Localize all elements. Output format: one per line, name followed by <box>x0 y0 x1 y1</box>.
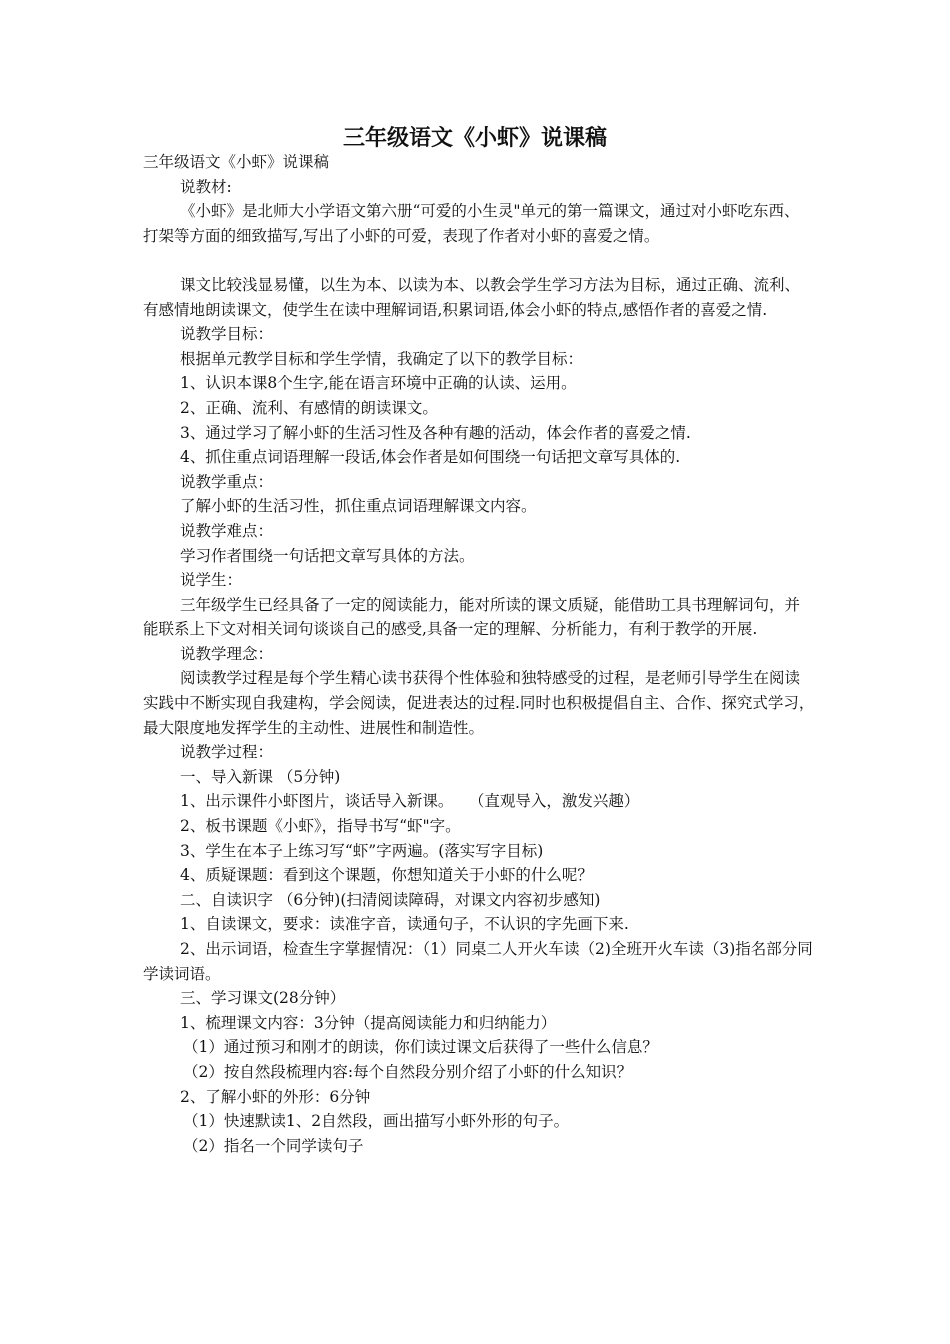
paragraph: 了解小虾的生活习性，抓住重点词语理解课文内容。 <box>180 497 537 516</box>
paragraph: 1、出示课件小虾图片，谈话导入新课。 （直观导入，激发兴趣） <box>180 792 640 811</box>
paragraph: 说教材: <box>180 177 232 196</box>
paragraph: 说学生： <box>180 571 243 590</box>
paragraph: 说教学理念： <box>180 644 274 663</box>
paragraph: 4、抓住重点词语理解一段话,体会作者是如何围绕一句话把文章写具体的. <box>180 448 681 467</box>
paragraph: 1、自读课文，要求：读准字音，读通句子，不认识的字先画下来. <box>180 915 629 934</box>
document-title: 三年级语文《小虾》说课稿 <box>342 126 607 151</box>
document-body <box>143 150 815 1158</box>
paragraph: 2、了解小虾的外形：6分钟 <box>180 1087 371 1106</box>
paragraph: 2、出示词语，检查生字掌握情况：（1）同桌二人开火车读（2)全班开火车读（3)指名部分同学读词语。 <box>143 940 813 983</box>
paragraph: 3、学生在本子上练习写“虾”字两遍。(落实写字目标) <box>180 841 544 860</box>
paragraph: （2）指名一个同学读句子 <box>183 1136 364 1155</box>
paragraph: 说教学过程： <box>180 743 274 762</box>
paragraph: 4、质疑课题：看到这个课题，你想知道关于小虾的什么呢？ <box>180 866 593 885</box>
paragraph: 三、学习课文(28分钟） <box>180 989 346 1008</box>
paragraph: 课文比较浅显易懂，以生为本、以读为本、以教会学生学习方法为目标，通过正确、流利、有感情地朗读课文，使学生在读中理解词语,积累词语,体会小虾的特点,感悟作者的喜爱之情. <box>143 275 801 319</box>
paragraph: 1、认识本课8个生字,能在语言环境中正确的认读、运用。 <box>180 374 577 393</box>
paragraph: 阅读教学过程是每个学生精心读书获得个性体验和独特感受的过程，是老师引导学生在阅读实践中不断实现自我建构，学会阅读，促进表达的过程.同时也积极提倡自主、合作、探究式学习，最大限度地发挥学生的主动性、进展性和制造性。 <box>143 669 815 737</box>
paragraph: 2、板书课题《小虾》，指导书写“虾"字。 <box>180 817 461 836</box>
paragraph: 一、导入新课 （5分钟) <box>180 767 341 786</box>
paragraph: 说教学目标： <box>180 325 274 344</box>
paragraph: 三年级语文《小虾》说课稿 <box>143 153 330 171</box>
paragraph: 根据单元教学目标和学生学情，我确定了以下的教学目标： <box>180 349 584 368</box>
paragraph: 3、通过学习了解小虾的生活习性及各种有趣的活动，体会作者的喜爱之情. <box>180 423 691 442</box>
paragraph: （1）通过预习和刚才的朗读，你们读过课文后获得了一些什么信息？ <box>183 1038 658 1057</box>
paragraph: （2）按自然段梳理内容:每个自然段分别介绍了小虾的什么知识？ <box>183 1062 633 1081</box>
paragraph: 说教学难点： <box>180 521 274 540</box>
paragraph: （1）快速默读1、2自然段，画出描写小虾外形的句子。 <box>183 1112 570 1131</box>
blank-line <box>143 248 815 273</box>
paragraph: 学习作者围绕一句话把文章写具体的方法。 <box>180 546 475 565</box>
paragraph: 2、正确、流利、有感情的朗读课文。 <box>180 398 438 417</box>
paragraph: 说教学重点： <box>180 472 274 491</box>
paragraph: 三年级学生已经具备了一定的阅读能力，能对所读的课文质疑，能借助工具书理解词句，并能联系上下文对相关词句谈谈自己的感受,具备一定的理解、分析能力，有利于教学的开展. <box>143 595 801 639</box>
paragraph: 二、自读识字 （6分钟)(扫清阅读障碍，对课文内容初步感知) <box>180 890 601 909</box>
paragraph: 1、梳理课文内容：3分钟（提高阅读能力和归纳能力） <box>180 1013 557 1032</box>
paragraph: 《小虾》是北师大小学语文第六册“可爱的小生灵"单元的第一篇课文，通过对小虾吃东西、打架等方面的细致描写,写出了小虾的可爱，表现了作者对小虾的喜爱之情。 <box>143 202 800 245</box>
